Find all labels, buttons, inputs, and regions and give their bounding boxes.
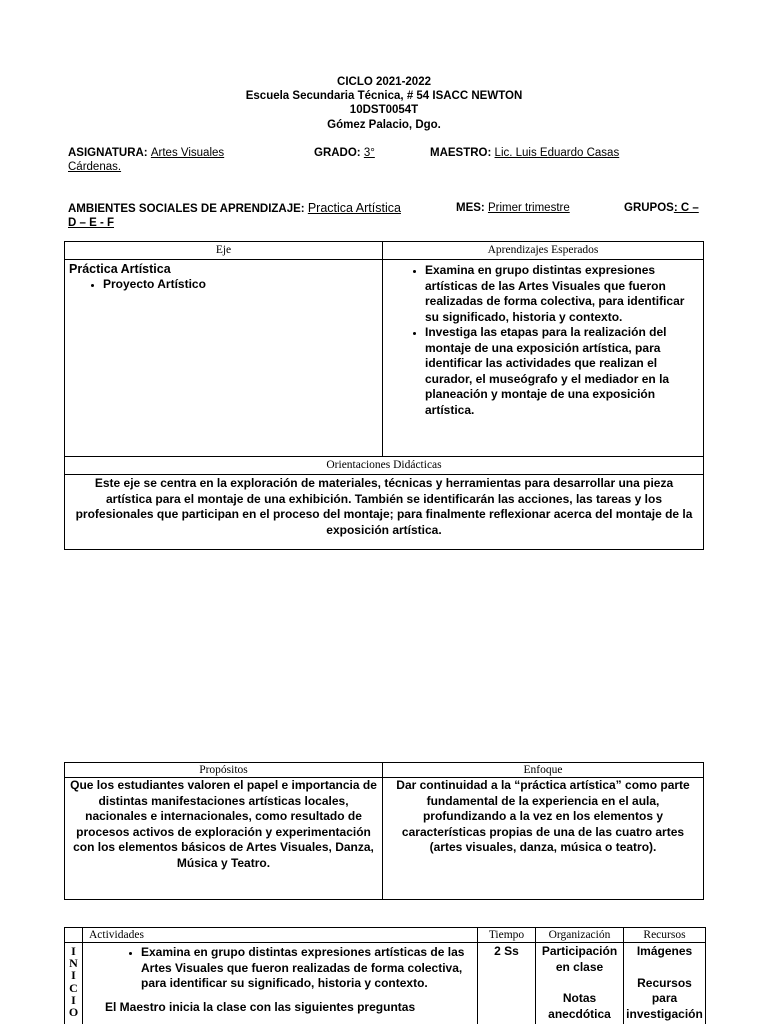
maestro-value-continued: Cárdenas. bbox=[68, 161, 122, 173]
eje-cell bbox=[65, 260, 383, 457]
aprendizajes-cell bbox=[383, 260, 704, 457]
col-header-phase bbox=[65, 928, 83, 943]
organizacion-1: Participación en clase bbox=[541, 944, 618, 974]
phase-letter: I bbox=[71, 992, 76, 1007]
grupos-label: GRUPOS bbox=[624, 202, 674, 214]
actividades-table bbox=[64, 927, 706, 1024]
col-header-aprendizajes: Aprendizajes Esperados bbox=[383, 242, 704, 260]
col-header-enfoque: Enfoque bbox=[383, 763, 704, 778]
enfoque-text: Dar continuidad a la “práctica artística” como parte fundamental de la experiencia en el aula, profundizando a la vez en los elementos y características propias de una de las cuatro artes (artes visuales, danza, música o teatro). bbox=[396, 778, 690, 854]
mes-value: Primer trimestre bbox=[487, 202, 570, 214]
grupos-line bbox=[624, 201, 699, 215]
col-header-eje: Eje bbox=[65, 242, 383, 260]
col-header-actividades: Actividades bbox=[83, 928, 478, 943]
actividad-next: El Maestro inicia la clase con las siguientes preguntas bbox=[105, 999, 416, 1014]
eje-list bbox=[65, 277, 382, 293]
col-header-organizacion: Organización bbox=[536, 928, 624, 943]
recursos-cell bbox=[624, 943, 706, 1024]
ambientes-line bbox=[68, 201, 401, 216]
asignatura-line bbox=[68, 146, 224, 160]
tiempo-cell bbox=[478, 943, 536, 1024]
asignatura-value: Artes Visuales bbox=[150, 147, 225, 159]
maestro-label: MAESTRO: bbox=[430, 147, 492, 159]
aprendizaje-item: • Examina en grupo distintas expresiones artísticas de las Artes Visuales que fueron realizadas de forma colectiva, para identificar su significado, historia y contexto. bbox=[425, 263, 697, 325]
mes-label: MES: bbox=[456, 202, 485, 214]
grado-label: GRADO: bbox=[314, 147, 361, 159]
eje-table bbox=[64, 241, 704, 550]
phase-letter: N bbox=[69, 956, 78, 971]
phase-cell bbox=[65, 943, 83, 1024]
organizacion-2: Notas anecdótica bbox=[548, 991, 611, 1021]
eje-item: • Proyecto Artístico bbox=[103, 277, 382, 293]
aprendizaje-item: • Investiga las etapas para la realización del montaje de una exposición artística, para identificar las actividades que realizan el curador, el museógrafo y el mediador en la planeación y montaje de una exposición artística. bbox=[425, 325, 697, 418]
school-name: Escuela Secundaria Técnica, # 54 ISACC NEWTON bbox=[245, 90, 523, 102]
actividades-list bbox=[83, 943, 477, 992]
col-header-tiempo: Tiempo bbox=[478, 928, 536, 943]
grupos-value-continued: D – E - F bbox=[68, 217, 115, 229]
propositos-text: Que los estudiantes valoren el papel e importancia de distintas manifestaciones artísticas locales, nacionales e internacionales, como resultado de procesos activos de exploración y experimentación con los elementos básicos de Artes Visuales, Danza, Música y Teatro. bbox=[70, 778, 377, 870]
aprendizajes-list bbox=[383, 260, 703, 418]
school-cycle: CICLO 2021-2022 bbox=[337, 76, 431, 88]
school-city: Gómez Palacio, Dgo. bbox=[327, 119, 441, 131]
orientaciones-text: Este eje se centra en la exploración de materiales, técnicas y herramientas para desarrollar una pieza artística para el montaje de una exhibición. También se identificarán las acciones, las tareas y los profesionales que participan en el proceso del montaje; para finalmente reflexionar acerca del montaje de la exposición artística. bbox=[75, 476, 693, 537]
col-header-recursos: Recursos bbox=[624, 928, 706, 943]
maestro-line bbox=[430, 146, 619, 160]
actividades-cell bbox=[83, 943, 478, 1024]
col-header-propositos: Propósitos bbox=[65, 763, 383, 778]
recursos-2: Recursos para investigación bbox=[626, 975, 703, 1021]
propositos-cell bbox=[65, 778, 383, 900]
ambientes-label: AMBIENTES SOCIALES DE APRENDIZAJE: bbox=[68, 203, 305, 215]
phase-inicio-label bbox=[65, 943, 82, 1018]
eje-title: Práctica Artística bbox=[69, 262, 171, 276]
grado-line bbox=[314, 146, 375, 160]
enfoque-cell bbox=[383, 778, 704, 900]
grupos-value: : C – bbox=[673, 202, 699, 214]
phase-letter: I bbox=[71, 944, 76, 958]
phase-letter: O bbox=[68, 1005, 79, 1020]
asignatura-label: ASIGNATURA: bbox=[68, 147, 148, 159]
orientaciones-cell bbox=[65, 475, 704, 550]
phase-letter: I bbox=[71, 968, 76, 983]
school-code: 10DST0054T bbox=[349, 104, 419, 116]
grado-value: 3° bbox=[363, 147, 375, 159]
maestro-value: Lic. Luis Eduardo Casas bbox=[494, 147, 620, 159]
recursos-1: Imágenes bbox=[636, 944, 693, 958]
actividad-item: • Examina en grupo distintas expresiones artísticas de las Artes Visuales que fueron realizadas de forma colectiva, para identificar su significado, historia y contexto. bbox=[141, 945, 471, 992]
ambientes-value: Practica Artística bbox=[307, 201, 401, 215]
orientaciones-header: Orientaciones Didácticas bbox=[65, 457, 704, 475]
phase-letter: C bbox=[69, 980, 78, 995]
tiempo-value: 2 Ss bbox=[494, 944, 519, 958]
organizacion-cell bbox=[536, 943, 624, 1024]
propositos-table bbox=[64, 762, 704, 900]
mes-line bbox=[456, 201, 570, 215]
